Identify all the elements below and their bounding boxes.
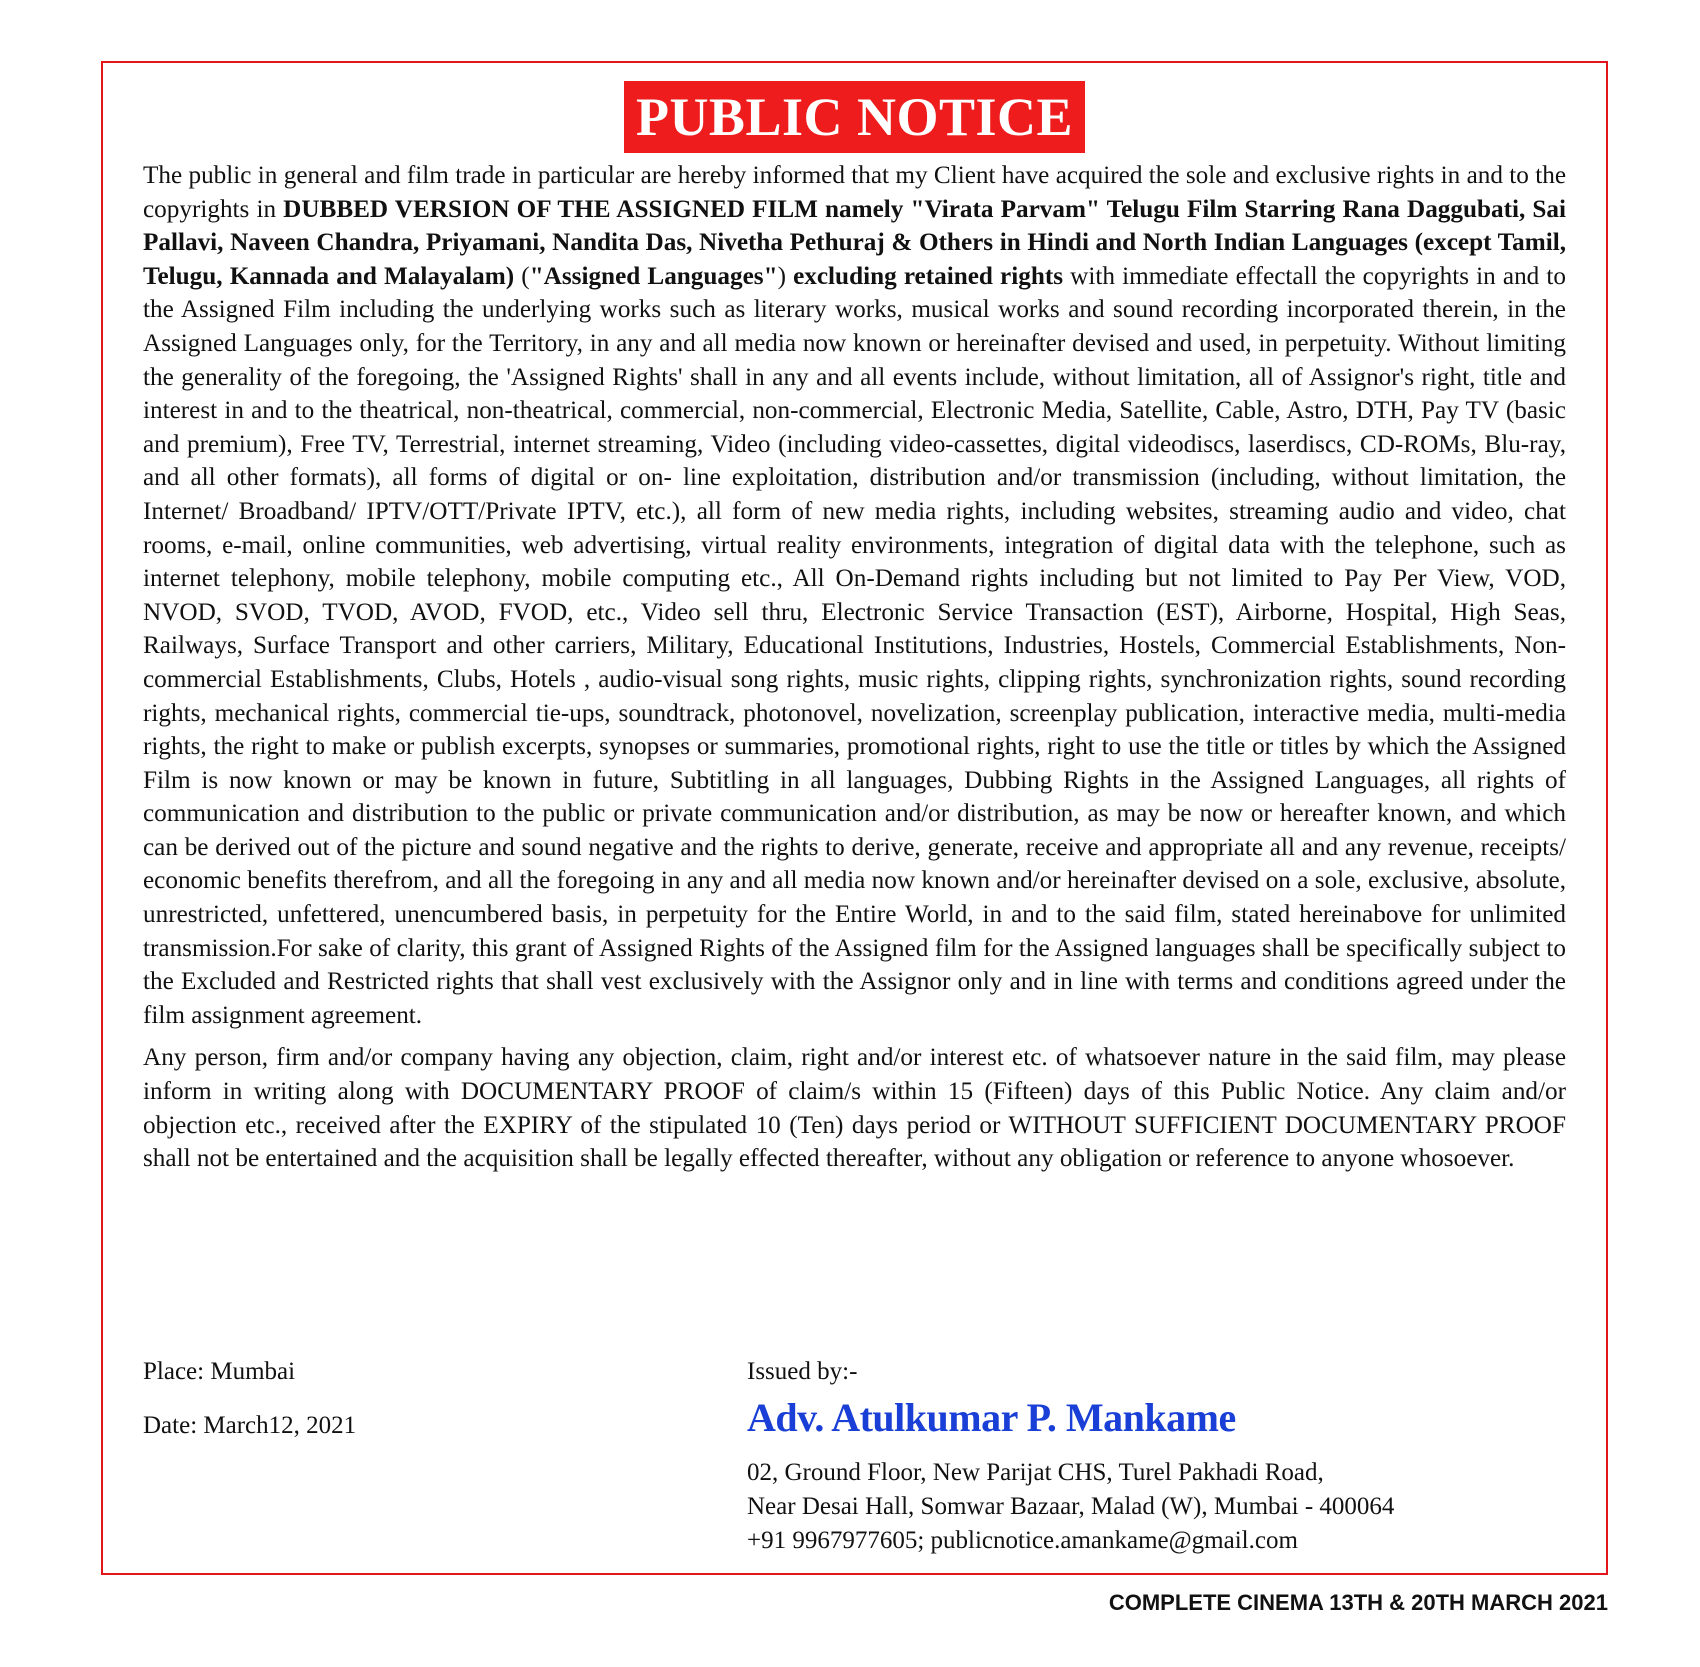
p1-excluding-retained-rights: excluding retained rights bbox=[793, 262, 1064, 290]
place-text: Place: Mumbai bbox=[143, 1358, 296, 1385]
title-wrapper bbox=[103, 81, 1606, 153]
notice-paragraph-2: Any person, firm and/or company having any objection, claim, right and/or interest etc. of whatsoever nature in the said film, may please inform in writing along with DOCUMENTARY PROOF of claim/s within 15 (Fifteen) days of this Public Notice. Any claim and/or objection etc., received after the EXPIRY of the stipulated 10 (Ten) days period or WITHOUT SUFFICIENT DOCUMENTARY PROOF shall not be entertained and the acquisition shall be legally effected thereafter, without any obligation or reference to anyone whosoever. bbox=[143, 1044, 1566, 1173]
p1-rights-list: with immediate effectall the copyrights in and to the Assigned Film including the underlying works such as literary works, musical works and sound recording incorporated therein, in the Assigned Languages only, for the Territory, in any and all media now known or hereinafter devised and used, in perpetuity. Without limiting the generality of the foregoing, the 'Assigned Rights' shall in any and all events include, without limitation, all of Assignor's right, title and interest in and to the theatrical, non-theatrical, commercial, non-commercial, Electronic Media, Satellite, Cable, Astro, DTH, Pay TV (basic and premium), Free TV, Terrestrial, internet streaming, Video (including video-cassettes, digital videodiscs, laserdiscs, CD-ROMs, Blu-ray, and all other formats), all forms of digital or on- line exploitation, distribution and/or transmission (including, without limitation, the Internet/ Broadband/ IPTV/OTT/Private IPTV, etc.), all form of new media rights, including websites, streaming audio and video, chat rooms, e-mail, online communities, web advertising, virtual reality environments, integration of digital data with the telephone, such as internet telephony, mobile telephony, mobile computing etc., All On-Demand rights including but not limited to Pay Per View, VOD, NVOD, SVOD, TVOD, AVOD, FVOD, etc., Video sell thru, Electronic Service Transaction (EST), Airborne, Hospital, High Seas, Railways, Surface Transport and other carriers, Military, Educational Institutions, Industries, Hostels, Commercial Establishments, Non-commercial Establishments, Clubs, Hotels , audio-visual song rights, music rights, clipping rights, synchronization rights, sound recording rights, mechanical rights, commercial tie-ups, soundtrack, photonovel, novelization, screenplay publication, interactive media, multi-media rights, the right to make or publish excerpts, synopses or summaries, promotional rights, right to use the title or titles by which the Assigned Film is now known or may be known in future, Subtitling in all languages, Dubbing Rights in the Assigned Languages, all rights of communication and distribution to the public or private communication and/or distribution, as may be now or hereafter known, and which can be derived out of the picture and sound negative and the rights to derive, generate, receive and appropriate all and any revenue, receipts/ economic benefits therefrom, and all the foregoing in any and all media now known and/or hereinafter devised on a sole, exclusive, absolute, unrestricted, unfettered, unencumbered basis, in perpetuity for the Entire World, in and to the said film, stated hereinabove for unlimited transmission.For sake of clarity, this grant of Assigned Rights of the Assigned film for the Assigned languages shall be specifically subject to the Excluded and Restricted rights that shall vest exclusively with the Assignor only and in line with terms and conditions agreed under the film assignment agreement. bbox=[143, 262, 1567, 1029]
notice-body bbox=[143, 159, 1566, 1185]
p1-intro: The public in general and film trade in particular are hereby informed that my Client have acquired the sole and exclusive rights in and to the copyrights in bbox=[143, 162, 1566, 223]
notice-frame bbox=[101, 61, 1608, 1575]
issued-by-label: Issued by:- bbox=[747, 1358, 858, 1385]
p1-film-details: DUBBED VERSION OF THE ASSIGNED FILM namely "Virata Parvam" Telugu Film Starring Rana Daggubati, Sai Pallavi, Naveen Chandra, Priyamani, Nandita Das, Nivetha Pethuraj & Others in Hindi and North Indian Languages (except Tamil, Telugu, Kannada and Malayalam) bbox=[143, 195, 1566, 290]
p1-assigned-languages: "Assigned Languages" bbox=[529, 262, 778, 290]
publication-footer: COMPLETE CINEMA 13TH & 20TH MARCH 2021 bbox=[1108, 1590, 1608, 1615]
notice-paragraph-1 bbox=[143, 159, 1566, 1032]
p1-close-paren: ) bbox=[777, 262, 794, 290]
contact-line: +91 9967977605; publicnotice.amankame@gmail.com bbox=[747, 1527, 1298, 1554]
advocate-name: Adv. Atulkumar P. Mankame bbox=[747, 1395, 1236, 1440]
issuer-address bbox=[747, 1456, 1394, 1558]
p1-open-paren: ( bbox=[514, 262, 530, 290]
address-line-2: Near Desai Hall, Somwar Bazaar, Malad (W), Mumbai - 400064 bbox=[747, 1493, 1395, 1520]
notice-title: PUBLIC NOTICE bbox=[624, 81, 1085, 153]
address-line-1: 02, Ground Floor, New Parijat CHS, Turel Pakhadi Road, bbox=[747, 1459, 1324, 1486]
date-text: Date: March12, 2021 bbox=[143, 1412, 357, 1439]
